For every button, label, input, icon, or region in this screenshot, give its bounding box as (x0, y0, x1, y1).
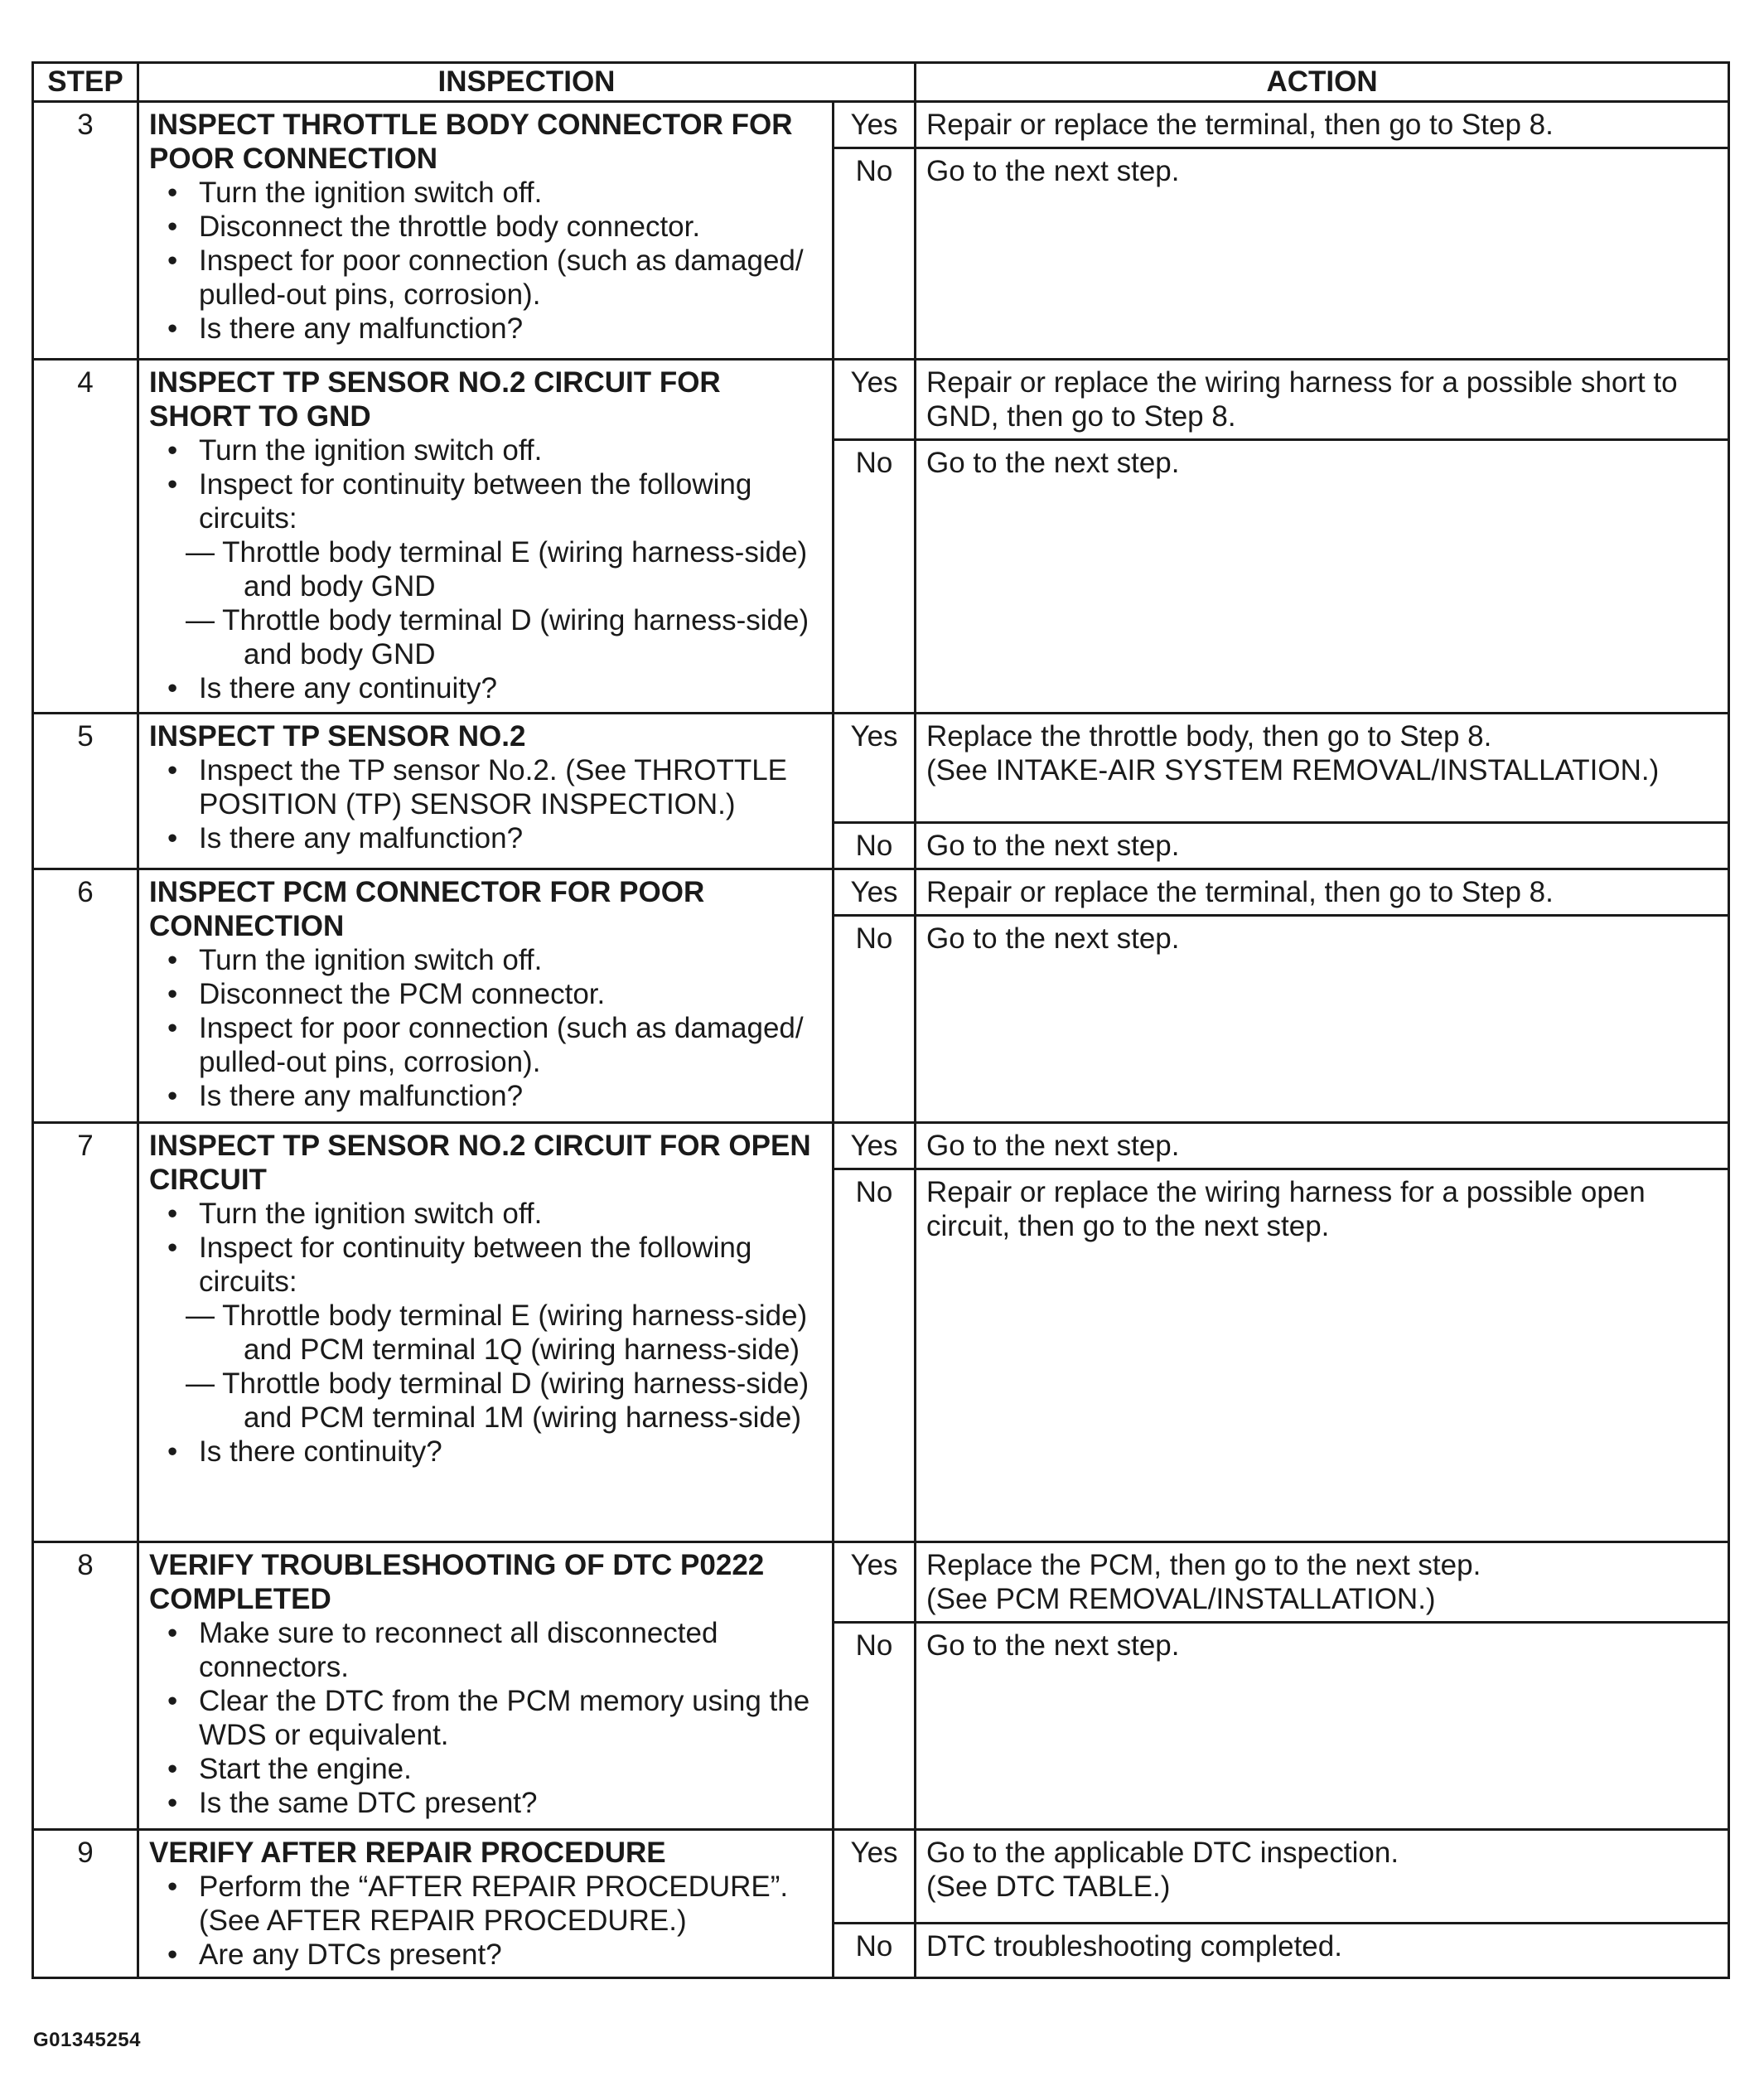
yes-label: Yes (834, 102, 916, 148)
no-label: No (834, 1924, 916, 1978)
list-item: • Inspect for poor connection (such as damaged/ pulled-out pins, corrosion). (149, 244, 822, 312)
step-number: 7 (33, 1123, 138, 1542)
step-number: 5 (33, 714, 138, 869)
yes-action: Go to the applicable DTC inspection. (See DTC TABLE.) (916, 1830, 1729, 1924)
no-action: Repair or replace the wiring harness for a possible open circuit, then go to the next step. (916, 1169, 1729, 1542)
no-label: No (834, 916, 916, 1123)
yes-action: Replace the PCM, then go to the next step. (See PCM REMOVAL/INSTALLATION.) (916, 1542, 1729, 1623)
step-number: 4 (33, 360, 138, 714)
inspection-cell (138, 102, 834, 360)
sub-list-item: — Throttle body terminal E (wiring harness-side) and PCM terminal 1Q (wiring harness-side) (186, 1300, 808, 1366)
no-action: DTC troubleshooting completed. (916, 1924, 1729, 1978)
sub-list-item: — Throttle body terminal D (wiring harness-side) and PCM terminal 1M (wiring harness-side) (186, 1367, 810, 1434)
inspection-title: INSPECT TP SENSOR NO.2 CIRCUIT FOR OPEN CIRCUIT (149, 1130, 811, 1196)
no-label: No (834, 440, 916, 714)
list-item: • Start the engine. (149, 1752, 822, 1786)
no-action: Go to the next step. (916, 823, 1729, 869)
yes-label: Yes (834, 1830, 916, 1924)
list-item: • Is there any malfunction? (149, 821, 822, 855)
list-item: • Is there continuity? (149, 1435, 822, 1469)
yes-label: Yes (834, 360, 916, 440)
list-item: • Is there any continuity? (149, 671, 822, 705)
figure-code: G01345254 (33, 2029, 141, 2051)
step-row-3 (33, 102, 1729, 360)
table-header-row (33, 63, 1729, 102)
list-item: • Disconnect the PCM connector. (149, 977, 822, 1011)
step-number: 9 (33, 1830, 138, 1978)
no-action: Go to the next step. (916, 440, 1729, 714)
sub-list-item: — Throttle body terminal D (wiring harness-side) and body GND (186, 604, 810, 670)
list-item: • Are any DTCs present? (149, 1938, 822, 1972)
yes-label: Yes (834, 1542, 916, 1623)
no-action: Go to the next step. (916, 148, 1729, 360)
list-item: • Make sure to reconnect all disconnected connectors. (149, 1616, 822, 1684)
step-number: 8 (33, 1542, 138, 1830)
no-label: No (834, 823, 916, 869)
header-inspection: INSPECTION (138, 63, 916, 102)
header-step: STEP (33, 63, 138, 102)
no-label: No (834, 1623, 916, 1830)
step-row-9 (33, 1830, 1729, 1978)
inspection-title: INSPECT TP SENSOR NO.2 (149, 720, 526, 753)
no-label: No (834, 1169, 916, 1542)
header-action: ACTION (916, 63, 1729, 102)
list-item: • Inspect for continuity between the following circuits: (149, 1231, 822, 1299)
step-row-4 (33, 360, 1729, 714)
step-number: 6 (33, 869, 138, 1123)
inspection-cell (138, 1830, 834, 1978)
troubleshooting-table (31, 61, 1730, 1979)
list-item: • Disconnect the throttle body connector. (149, 210, 822, 244)
list-item: • Turn the ignition switch off. (149, 176, 822, 210)
step-number: 3 (33, 102, 138, 360)
sub-list-item: — Throttle body terminal E (wiring harness-side) and body GND (186, 536, 808, 603)
inspection-title: INSPECT PCM CONNECTOR FOR POOR CONNECTION (149, 876, 705, 942)
no-action: Go to the next step. (916, 916, 1729, 1123)
list-item: • Clear the DTC from the PCM memory using the WDS or equivalent. (149, 1684, 822, 1752)
list-item: • Is there any malfunction? (149, 312, 822, 346)
yes-action: Go to the next step. (916, 1123, 1729, 1169)
yes-action: Repair or replace the wiring harness for a possible short to GND, then go to Step 8. (916, 360, 1729, 440)
inspection-cell (138, 360, 834, 714)
step-row-7 (33, 1123, 1729, 1542)
list-item: • Turn the ignition switch off. (149, 433, 822, 467)
yes-action: Repair or replace the terminal, then go to Step 8. (916, 869, 1729, 916)
yes-action: Replace the throttle body, then go to Step 8. (See INTAKE-AIR SYSTEM REMOVAL/INSTALLATION.) (916, 714, 1729, 823)
no-action: Go to the next step. (916, 1623, 1729, 1830)
list-item: • Turn the ignition switch off. (149, 943, 822, 977)
list-item: • Turn the ignition switch off. (149, 1197, 822, 1231)
list-item: • Inspect for poor connection (such as damaged/ pulled-out pins, corrosion). (149, 1011, 822, 1079)
yes-label: Yes (834, 1123, 916, 1169)
step-row-5 (33, 714, 1729, 869)
yes-action: Repair or replace the terminal, then go to Step 8. (916, 102, 1729, 148)
yes-label: Yes (834, 714, 916, 823)
inspection-cell (138, 714, 834, 869)
inspection-cell (138, 1542, 834, 1830)
inspection-title: VERIFY TROUBLESHOOTING OF DTC P0222 COMPLETED (149, 1549, 765, 1615)
inspection-cell (138, 869, 834, 1123)
step-row-8 (33, 1542, 1729, 1830)
list-item: • Inspect the TP sensor No.2. (See THROTTLE POSITION (TP) SENSOR INSPECTION.) (149, 753, 822, 821)
inspection-cell (138, 1123, 834, 1542)
inspection-title: INSPECT THROTTLE BODY CONNECTOR FOR POOR CONNECTION (149, 109, 793, 175)
list-item: • Is there any malfunction? (149, 1079, 822, 1113)
list-item: • Inspect for continuity between the following circuits: (149, 467, 822, 535)
inspection-title: INSPECT TP SENSOR NO.2 CIRCUIT FOR SHORT TO GND (149, 366, 721, 433)
list-item: • Perform the “AFTER REPAIR PROCEDURE”. (See AFTER REPAIR PROCEDURE.) (149, 1870, 822, 1938)
step-row-6 (33, 869, 1729, 1123)
no-label: No (834, 148, 916, 360)
inspection-title: VERIFY AFTER REPAIR PROCEDURE (149, 1837, 666, 1869)
list-item: • Is the same DTC present? (149, 1786, 822, 1820)
yes-label: Yes (834, 869, 916, 916)
